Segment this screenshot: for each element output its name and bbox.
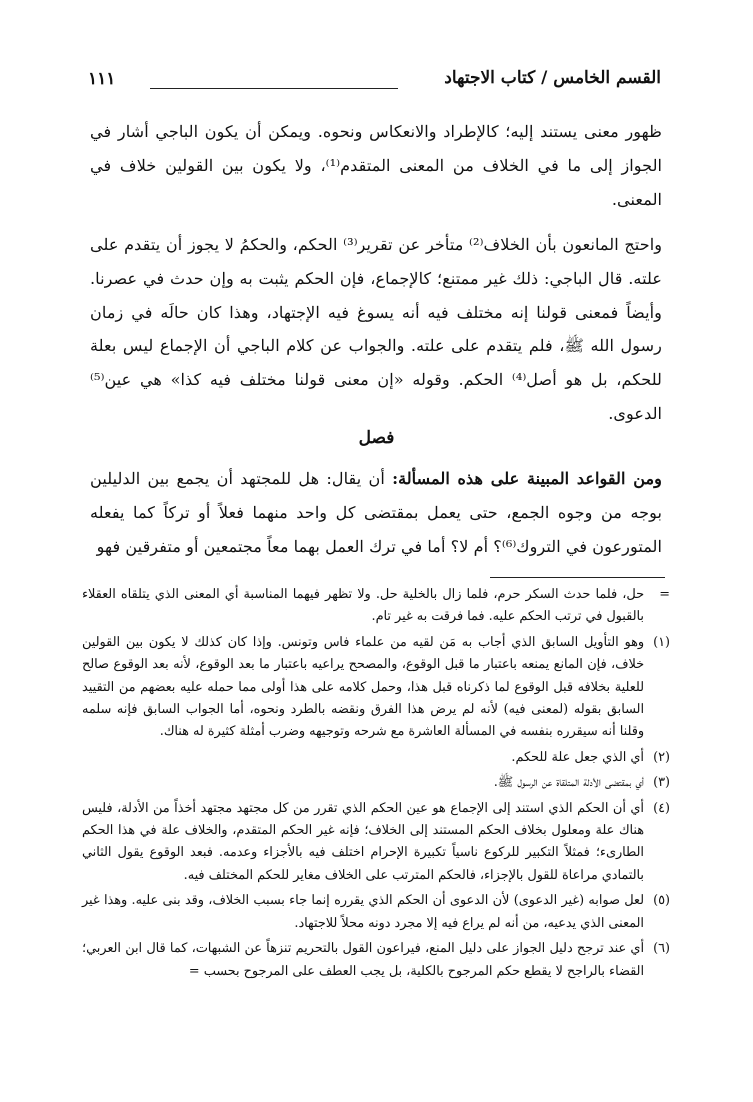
footnote-text: أي بمقتضى الأدلة المتلقاة عن الرسول ﷺ. bbox=[493, 775, 644, 791]
footnote-marker: = bbox=[659, 587, 670, 602]
footnote bbox=[82, 584, 670, 629]
body-paragraph-1: ظهور معنى يستند إليه؛ كالإطراد والانعكاس ونحوه. ويمكن أن يكون الباجي أشار في الجواز إلى ما في الخلاف من المعنى المتقدم⁽¹⁾، ولا يكون بين القولين خلاف في المعنى. bbox=[90, 122, 662, 209]
footnote bbox=[82, 798, 670, 888]
footnote bbox=[82, 632, 670, 744]
section-heading: فصل bbox=[358, 428, 395, 448]
footnote-separator bbox=[490, 577, 665, 578]
paragraph-text: أن يقال: هل للمجتهد أن يجمع بين الدليلين بوجه من وجوه الجمع، حتى يعمل بمقتضى كل واحد منهما فعلاً أو تركاً كما يفعله المتورعون في التروك⁽⁶⁾؟ أم لا؟ أما في ترك العمل بهما معاً مجتمعين أو متفرقين فهو bbox=[90, 469, 662, 556]
body-paragraph-3 bbox=[90, 462, 662, 563]
footnote-marker: (٦) bbox=[653, 941, 670, 957]
footnote bbox=[82, 938, 670, 983]
footnote-marker: (٢) bbox=[653, 749, 670, 765]
footnote-marker: (٤) bbox=[653, 800, 670, 816]
footnote-text: أي عند ترجح دليل الجواز على دليل المنع، فيراعون القول بالتحريم تنزهاً عن الشبهات، كما قال ابن العربي؛ القضاء بالراجح لا يقطع حكم المرجوح بالكلية، بل يجب العطف على المرجوح بحسب = bbox=[82, 941, 644, 979]
running-header-title: القسم الخامس / كتاب الاجتهاد bbox=[444, 68, 661, 88]
footnote bbox=[82, 772, 670, 794]
footnote bbox=[82, 747, 670, 769]
footnote-marker: (١) bbox=[653, 634, 670, 650]
footnote bbox=[82, 890, 670, 935]
footnotes bbox=[82, 584, 670, 986]
footnote-text: لعل صوابه (غير الدعوى) لأن الدعوى أن الحكم الذي يقرره إنما جاء بسبب الخلاف، وقد بنى عليه. وهذا غير المعنى الذي يدعيه، من أنه لم يراع فيه إلا مجرد دونه محلاً للاجتهاد. bbox=[82, 893, 644, 931]
page-number: ١١١ bbox=[88, 69, 116, 89]
paragraph-lead: ومن القواعد المبينة على هذه المسألة: bbox=[392, 469, 662, 488]
footnote-text: أي الذي جعل علة للحكم. bbox=[511, 749, 644, 765]
footnote-marker: (٣) bbox=[653, 775, 670, 791]
footnote-text: أي أن الحكم الذي استند إلى الإجماع هو عين الحكم الذي تقرر من كل مجتهد مجتهد أخذاً من الأدلة، فليس هناك علة ومعلول بخلاف الحكم المستند إلى الخلاف؛ فإنه غير الحكم المتقدم، والخلاف علة في هذا الحكم الطارىء؛ فمثلاً التكبير للركوع ناسياً تكبيرة الإحرام اختلف فيه بالأجزاء وعدمه. فبعد الوقوع يقول الثاني بالتمادي مراعاة للقول بالإجزاء، فالحكم المترتب على الخلاف مغاير للحكم المختلف فيه. bbox=[82, 800, 644, 883]
footnote-text: وهو التأويل السابق الذي أجاب به مَن لقيه من علماء فاس وتونس. وإذا كان كذلك لا يكون بين القولين خلاف، فإن المانع يمنعه باعتبار ما قبل الوقوع، والمصحح يراعيه باعتبار ما بعد الوقوع، لأنه بعد الوقوع صالح للعلية بخلافه قبل الوقوع لما ذكرناه قبل هذا، وحمل كلامه على هذا أولى مما حمله عليه بعضهم من التقييد السابق بقوله (لمعنى فيه) لأنه لم يرض هذا الفرق ونقضه بالطرد ونحوه، أما الجواب السابق فإنه سلمه وقلنا أنه سيقرره بنفسه في المسألة العاشرة مع شرحه وتوجيهه وضرب أمثلة كثيرة له هناك. bbox=[82, 634, 645, 740]
footnote-text: حل، فلما حدث السكر حرم، فلما زال بالخلية حل. ولا تظهر فيهما المناسبة أي المعنى الذي يتلقاه العقلاء بالقبول في ترتب الحكم عليه. فما فرقت به غير تام. bbox=[82, 587, 644, 625]
header-rule bbox=[150, 88, 398, 89]
footnote-marker: (٥) bbox=[653, 893, 670, 909]
body-paragraph-2: واحتج المانعون بأن الخلاف⁽²⁾ متأخر عن تقرير⁽³⁾ الحكم، والحكمُ لا يجوز أن يتقدم على علته. قال الباجي: ذلك غير ممتنع؛ كالإجماع، فإن الحكم يثبت به وإن حدث في عصرنا. وأيضاً فمعنى قولنا إنه مختلف فيه أنه يسوغ فيه الإجتهاد، وهذا كان حالَه في زمان رسول الله ﷺ، فلم يتقدم على علته. والجواب عن كلام الباجي أن الإجماع ليس بعلة للحكم، بل هو أصل⁽⁴⁾ الحكم. وقوله «إن معنى قولنا مختلف فيه كذا» هي عين⁽⁵⁾ الدعوى. bbox=[90, 235, 663, 423]
